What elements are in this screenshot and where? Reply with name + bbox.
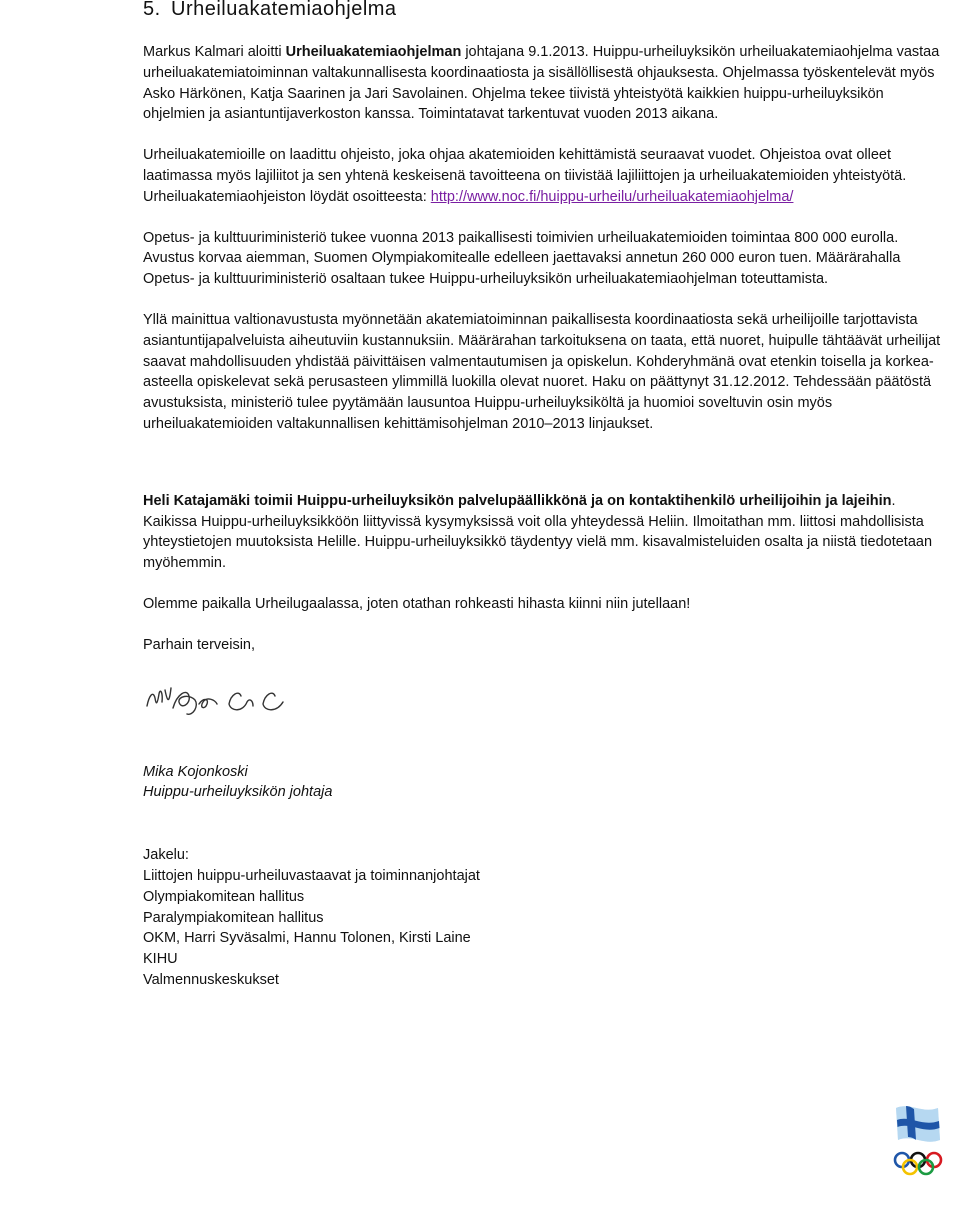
bold-program-name: Urheiluakatemiaohjelman bbox=[285, 44, 462, 60]
paragraph-academy-program bbox=[143, 42, 943, 125]
finnish-olympic-committee-logo bbox=[888, 1100, 954, 1180]
distribution-label: Jakelu: bbox=[143, 847, 189, 864]
paragraph-text: . Kaikissa Huippu-urheiluyksikköön liittyvissä kysymyksissä voit olla yhteydessä Heliin. Ilmoitathan mm. liittosi mahdollisista yhteystietojen muutoksista Helille. Huippu-urheiluyksikkö täydentyy vielä mm. kisavalmisteluiden osalta ja niistä tiedotetaan myöhemmin. bbox=[143, 492, 933, 572]
signer-name: Mika Kojonkoski bbox=[143, 763, 248, 780]
paragraph-text: johtajana 9.1.2013. Huippu-urheiluyksikön urheiluakatemiaohjelma vastaa urheiluakatemiatoiminnan valtakunnallisesta koordinaatiosta ja sisällöllisestä ohjauksesta. Ohjelmassa työskentelevät myös Asko Härkönen, Katja Saarinen ja Jari Savolainen. Ohjelma tekee tiivistä yhteistyötä kaikkien huippu-urheiluyksikön ohjelmien ja asiantuntijaverkoston kanssa. Toimintatavat tarkentuvat vuoden 2013 aikana. bbox=[143, 44, 940, 123]
section-title: Urheiluakatemiaohjelma bbox=[171, 0, 397, 20]
signature-icon bbox=[143, 676, 303, 726]
section-heading bbox=[143, 0, 943, 21]
signature bbox=[143, 676, 943, 740]
distribution-item: Paralympiakomitean hallitus bbox=[143, 909, 324, 926]
paragraph-text: Markus Kalmari aloitti bbox=[143, 44, 286, 60]
document-page bbox=[143, 0, 943, 991]
paragraph-guidelines bbox=[143, 145, 943, 207]
olympic-logo-icon bbox=[888, 1100, 954, 1180]
signer-title: Huippu-urheiluyksikön johtaja bbox=[143, 784, 333, 801]
distribution-item: OKM, Harri Syväsalmi, Hannu Tolonen, Kirsti Laine bbox=[143, 930, 471, 947]
distribution-item: Olympiakomitean hallitus bbox=[143, 888, 305, 905]
paragraph-contact-person bbox=[143, 491, 943, 574]
section-number: 5. bbox=[143, 0, 161, 20]
closing-greeting: Parhain terveisin, bbox=[143, 636, 256, 653]
paragraph-text: Urheiluakatemioille on laadittu ohjeisto, joka ohjaa akatemioiden kehittämistä seuraavat vuodet. Ohjeistoa ovat olleet laatimassa myös lajiliitot ja sen yhtenä keskeisenä tavoitteena on tiivistää lajiliittojen ja urheiluakatemioiden yhteistyötä. Urheiluakatemiaohjeiston löydät osoitteesta: bbox=[143, 147, 907, 205]
paragraph-gala: Olemme paikalla Urheilugaalassa, joten otathan rohkeasti hihasta kiinni niin jutellaan! bbox=[143, 595, 691, 612]
distribution-item: Valmennuskeskukset bbox=[143, 971, 279, 988]
paragraph-grant-details: Yllä mainittua valtionavustusta myönnetään akatemiatoiminnan paikallisesta koordinaatiosta sekä urheilijoille tarjottavista asiantuntijapalveluista aiheutuviin kustannuksiin. Määrärahan tarkoituksena on taata, että nuoret, huipulle tähtäävät urheilijat saavat mahdollisuuden yhdistää päivittäisen valmentautumisen ja opiskelun. Kohderyhmänä ovat etenkin toisella ja korkea-asteella opiskelevat sekä perusasteen ylimmillä luokilla olevat nuoret. Haku on päättynyt 31.12.2012. Tehdessään päätöstä avustuksista, ministeriö tulee pyytämään lausuntoa Huippu-urheiluyksiköltä ja huomioi soveltuvin osin myös urheiluakatemioiden valtakunnallisen kehittämisohjelman 2010–2013 linjaukset. bbox=[143, 311, 941, 432]
guidelines-link[interactable]: http://www.noc.fi/huippu-urheilu/urheiluakatemiaohjelma/ bbox=[430, 188, 794, 205]
distribution-item: Liittojen huippu-urheiluvastaavat ja toiminnanjohtajat bbox=[143, 867, 480, 884]
paragraph-ministry-funding: Opetus- ja kulttuuriministeriö tukee vuonna 2013 paikallisesti toimivien urheiluakatemioiden toimintaa 800 000 eurolla. Avustus korvaa aiemman, Suomen Olympiakomitealle edelleen jaettavaksi annetun 260 000 euron tuen. Määrärahalla Opetus- ja kulttuuriministeriö osaltaan tukee Huippu-urheiluyksikön urheiluakatemiaohjelman toteuttamista. bbox=[143, 229, 901, 288]
distribution-item: KIHU bbox=[143, 951, 178, 968]
distribution-list bbox=[143, 845, 943, 991]
bold-contact-statement: Heli Katajamäki toimii Huippu-urheiluyksikön palvelupäällikkönä ja on kontaktihenkilö urheilijoihin ja lajeihin bbox=[143, 492, 892, 509]
